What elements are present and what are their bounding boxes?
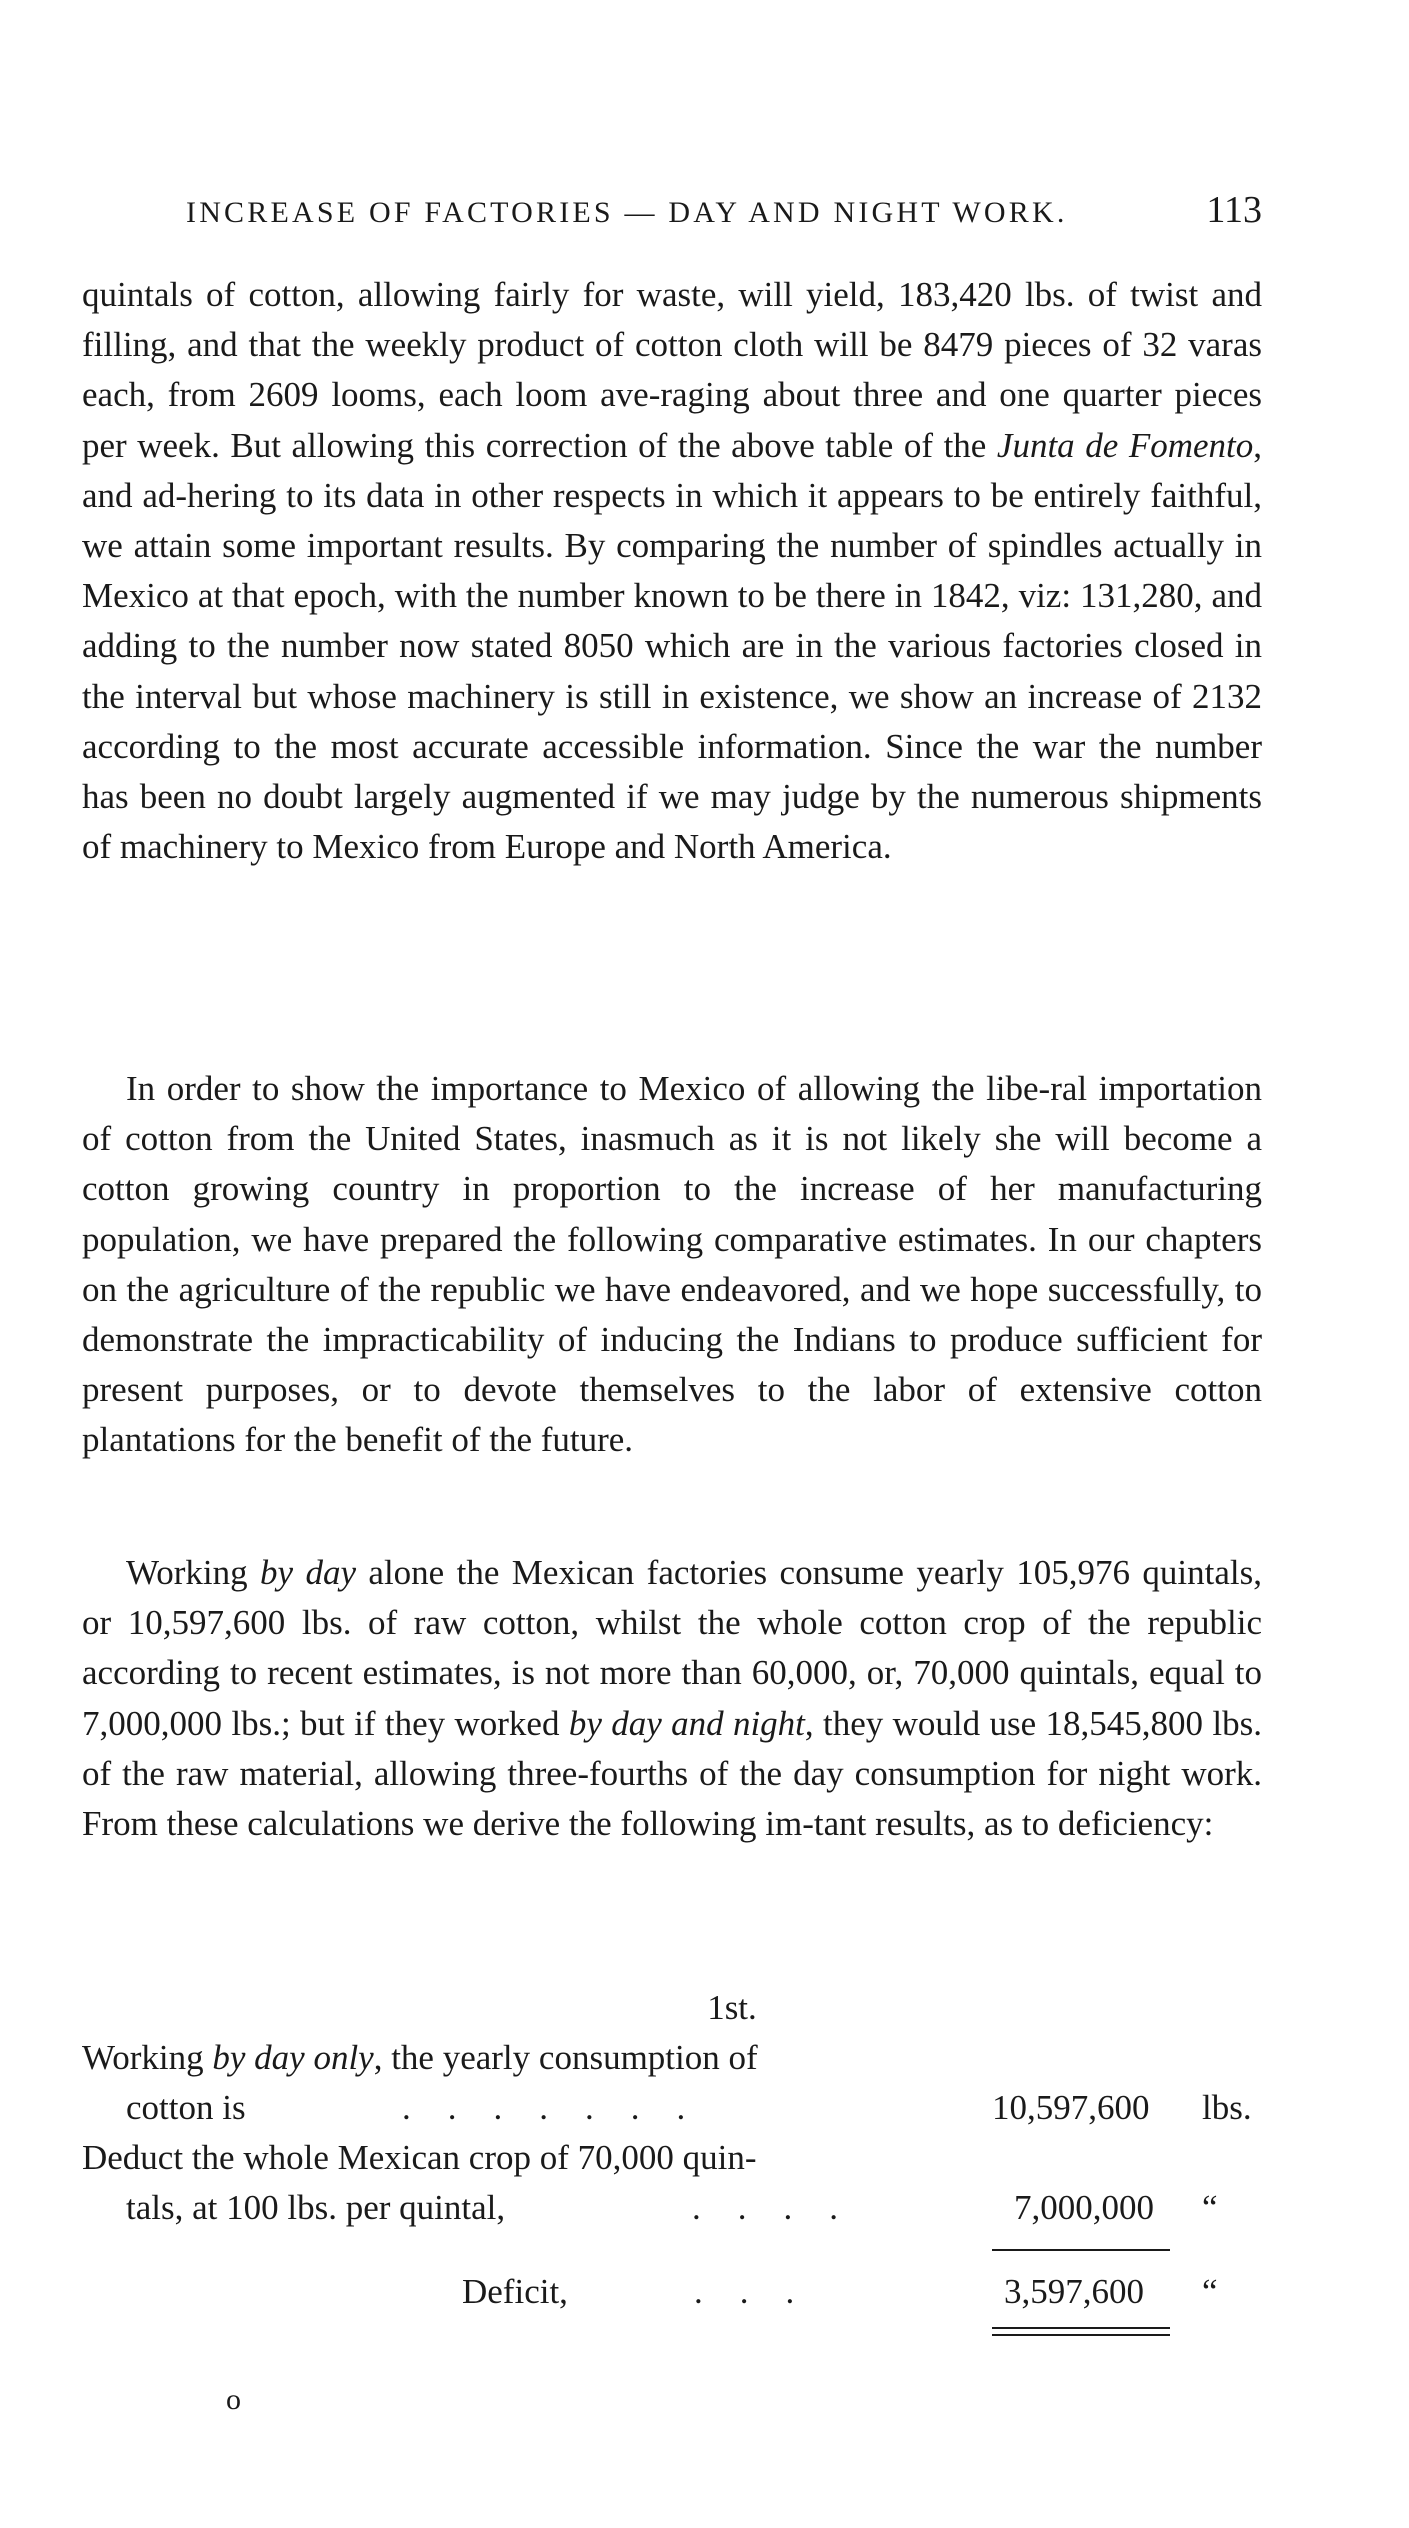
running-title: INCREASE OF FACTORIES — DAY AND NIGHT WORK.: [186, 196, 1068, 229]
paragraph-consumption: [82, 1548, 1262, 1849]
page-header: [186, 188, 1262, 244]
ledger-line: [82, 2133, 1262, 2183]
paragraph-text: alone the Mexican factories consume yearly 105,976 quintals, or 10,597,600 lbs. of raw cotton, whilst the whole cotton crop of the republic according to recent estimates, is not more than 60,000, or, 70,000 quintals, equal to 7,000,000 lbs.; but if they worked: [82, 1553, 1262, 1743]
ledger-label: Working by day only, the yearly consumption of: [82, 2038, 758, 2077]
ledger-label: Deficit,: [462, 2272, 568, 2311]
paragraph-text: Working: [126, 1553, 261, 1592]
ledger-line: [82, 2033, 1262, 2083]
paragraph-text: , they would use 18,545,800 lbs. of the raw material, allowing three-fourths of the day consumption for night work. From these calculations we derive the following im-tant results, as to deficiency:: [82, 1703, 1262, 1844]
paragraph-spindles: [82, 270, 1262, 872]
ledger-line-deficit: [82, 2267, 1262, 2317]
page-number: 113: [1206, 189, 1262, 231]
paragraph-text: , and ad-hering to its data in other respects in which it appears to be entirely faithful, we attain some important results. By comparing the number of spindles actually in Mexico at that epoch, with the number known to be there in 1842, viz: 131,280, and adding to the number now stated 8050 which are in the various factories closed in the interval but whose machinery is still in existence, we show an increase of 2132 according to the most accurate accessible information. Since the war the number has been no doubt largely augmented if we may judge by the numerous shipments of machinery to Mexico from Europe and North America.: [82, 425, 1263, 867]
italic-term: Junta de Fomento: [996, 425, 1254, 465]
ledger-line-crop: [82, 2183, 1262, 2233]
ledger-label: tals, at 100 lbs. per quintal,: [126, 2188, 506, 2227]
paragraph-text: In order to show the importance to Mexico of allowing the libe-ral importation of cotton from the United States, inasmuch as it is not likely she will become a cotton growing country in proportion to the increase of her manufacturing population, we have prepared the following comparative estimates. In our chapters on the agriculture of the republic we have endeavored, and we hope successfully, to demonstrate the impracticability of inducing the Indians to produce sufficient for present purposes, or to devote themselves to the labor of extensive cotton plantations for the benefit of the future.: [82, 1069, 1262, 1460]
ledger-label: cotton is: [126, 2088, 246, 2127]
ledger-amount: 7,000,000: [1014, 2188, 1154, 2227]
ledger-line-consumption: [82, 2083, 1262, 2133]
paragraph-text: quintals of cotton, allowing fairly for waste, will yield, 183,420 lbs. of twist and filling, and that the weekly product of cotton cloth will be 8479 pieces of 32 varas each, from 2609 looms, each loom ave-raging about three and one quarter pieces per week. But allowing this correction of the above table of the: [82, 275, 1262, 465]
double-rule-bottom: [992, 2334, 1170, 2336]
italic-term: by day: [260, 1553, 357, 1592]
ledger-label: Deduct the whole Mexican crop of 70,000 quin-: [82, 2138, 757, 2177]
signature-mark: o: [226, 2383, 241, 2416]
leader-dots: ....: [692, 2188, 875, 2227]
sum-rule: [992, 2249, 1170, 2251]
leader-dots: ...: [694, 2272, 832, 2311]
ledger-unit: “: [1202, 2188, 1218, 2227]
ledger-unit: “: [1202, 2272, 1218, 2311]
ledger-amount: 10,597,600: [992, 2088, 1150, 2127]
paragraph-importation: [82, 1064, 1262, 1466]
italic-term: by day and night: [568, 1703, 805, 1743]
ledger-unit: lbs.: [1202, 2088, 1252, 2127]
double-rule-top: [992, 2327, 1170, 2329]
italic-term: by day only: [212, 2038, 374, 2077]
leader-dots: .......: [402, 2088, 723, 2127]
ledger-amount: 3,597,600: [1004, 2272, 1144, 2311]
ledger-heading: 1st.: [707, 1988, 757, 2027]
